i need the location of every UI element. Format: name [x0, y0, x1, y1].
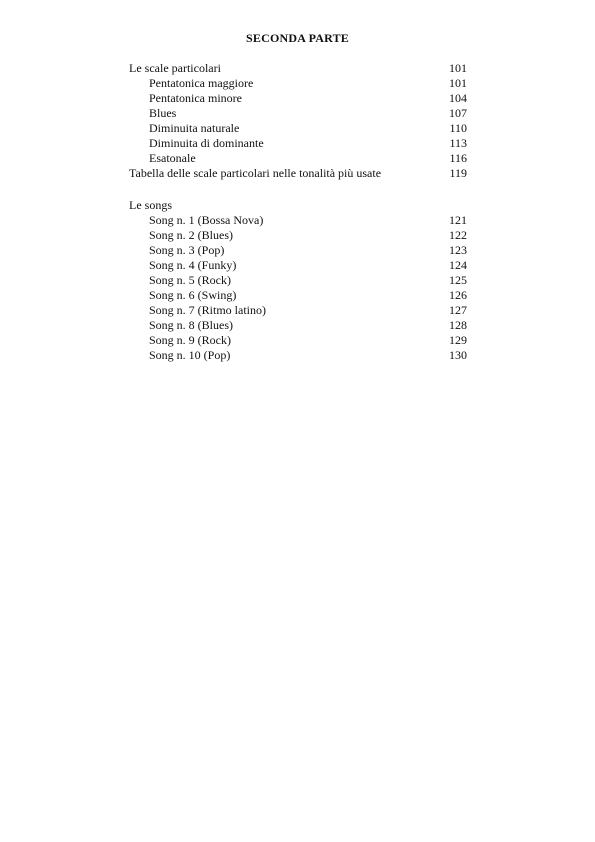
page-title: SECONDA PARTE — [246, 31, 349, 45]
toc-entry — [129, 151, 467, 166]
toc-page-number: 107 — [449, 106, 467, 120]
toc-entry-label: Song n. 8 (Blues) — [149, 318, 233, 332]
toc-entry-label: Song n. 2 (Blues) — [149, 228, 233, 242]
toc-page-number: 101 — [449, 76, 467, 90]
toc-entry — [129, 243, 467, 258]
toc-entry-label: Song n. 4 (Funky) — [149, 258, 237, 272]
toc-entry-label: Diminuita naturale — [149, 121, 240, 135]
toc-entry-label: Diminuita di dominante — [149, 136, 264, 150]
toc-entry-table — [129, 166, 467, 181]
toc-entry — [129, 121, 467, 136]
toc-entry — [129, 303, 467, 318]
toc-entry — [129, 318, 467, 333]
toc-entry — [129, 91, 467, 106]
toc-section-title-row — [129, 61, 467, 76]
toc-entry-label: Tabella delle scale particolari nelle tonalità più usate — [129, 166, 382, 180]
toc-entry — [129, 348, 467, 363]
toc-page-number: 110 — [449, 121, 467, 135]
toc-section-scale — [129, 61, 467, 181]
toc-entry-label: Blues — [149, 106, 177, 120]
toc-entry — [129, 258, 467, 273]
toc-entry — [129, 288, 467, 303]
toc-entry-label: Pentatonica maggiore — [149, 76, 254, 90]
toc-entry-label: Song n. 1 (Bossa Nova) — [149, 213, 264, 227]
toc-page-number: 101 — [449, 61, 467, 75]
toc-page-number: 127 — [449, 303, 467, 317]
toc-entry-label: Esatonale — [149, 151, 196, 165]
toc-entry — [129, 76, 467, 91]
toc-entry-label: Song n. 7 (Ritmo latino) — [149, 303, 266, 317]
toc-page-number: 128 — [449, 318, 467, 332]
toc-entry — [129, 213, 467, 228]
toc-entry-label: Song n. 9 (Rock) — [149, 333, 231, 347]
toc-page-number: 113 — [449, 136, 467, 150]
toc-entry — [129, 273, 467, 288]
toc-page-number: 122 — [449, 228, 467, 242]
toc-entry-label: Pentatonica minore — [149, 91, 242, 105]
toc-entry — [129, 136, 467, 151]
toc-page-number: 126 — [449, 288, 467, 302]
toc-section-title-row — [129, 198, 467, 213]
toc-section-songs — [129, 198, 467, 363]
toc-page-number: 124 — [449, 258, 467, 272]
toc-page-number: 104 — [449, 91, 467, 105]
toc-entry-label: Song n. 3 (Pop) — [149, 243, 225, 257]
toc-entry — [129, 106, 467, 121]
toc-page-number: 123 — [449, 243, 467, 257]
toc-page-number: 119 — [449, 166, 467, 180]
toc-entry-label: Song n. 10 (Pop) — [149, 348, 231, 362]
toc-entry-label: Song n. 5 (Rock) — [149, 273, 231, 287]
toc-entry — [129, 228, 467, 243]
toc-page-number: 121 — [449, 213, 467, 227]
toc-section-title: Le scale particolari — [129, 61, 221, 75]
toc-entry-label: Song n. 6 (Swing) — [149, 288, 237, 302]
toc-page-number: 125 — [449, 273, 467, 287]
toc-page-number: 130 — [449, 348, 467, 362]
toc-entry — [129, 333, 467, 348]
toc-page-number: 116 — [449, 151, 467, 165]
toc-page-number: 129 — [449, 333, 467, 347]
toc-section-title: Le songs — [129, 198, 172, 212]
